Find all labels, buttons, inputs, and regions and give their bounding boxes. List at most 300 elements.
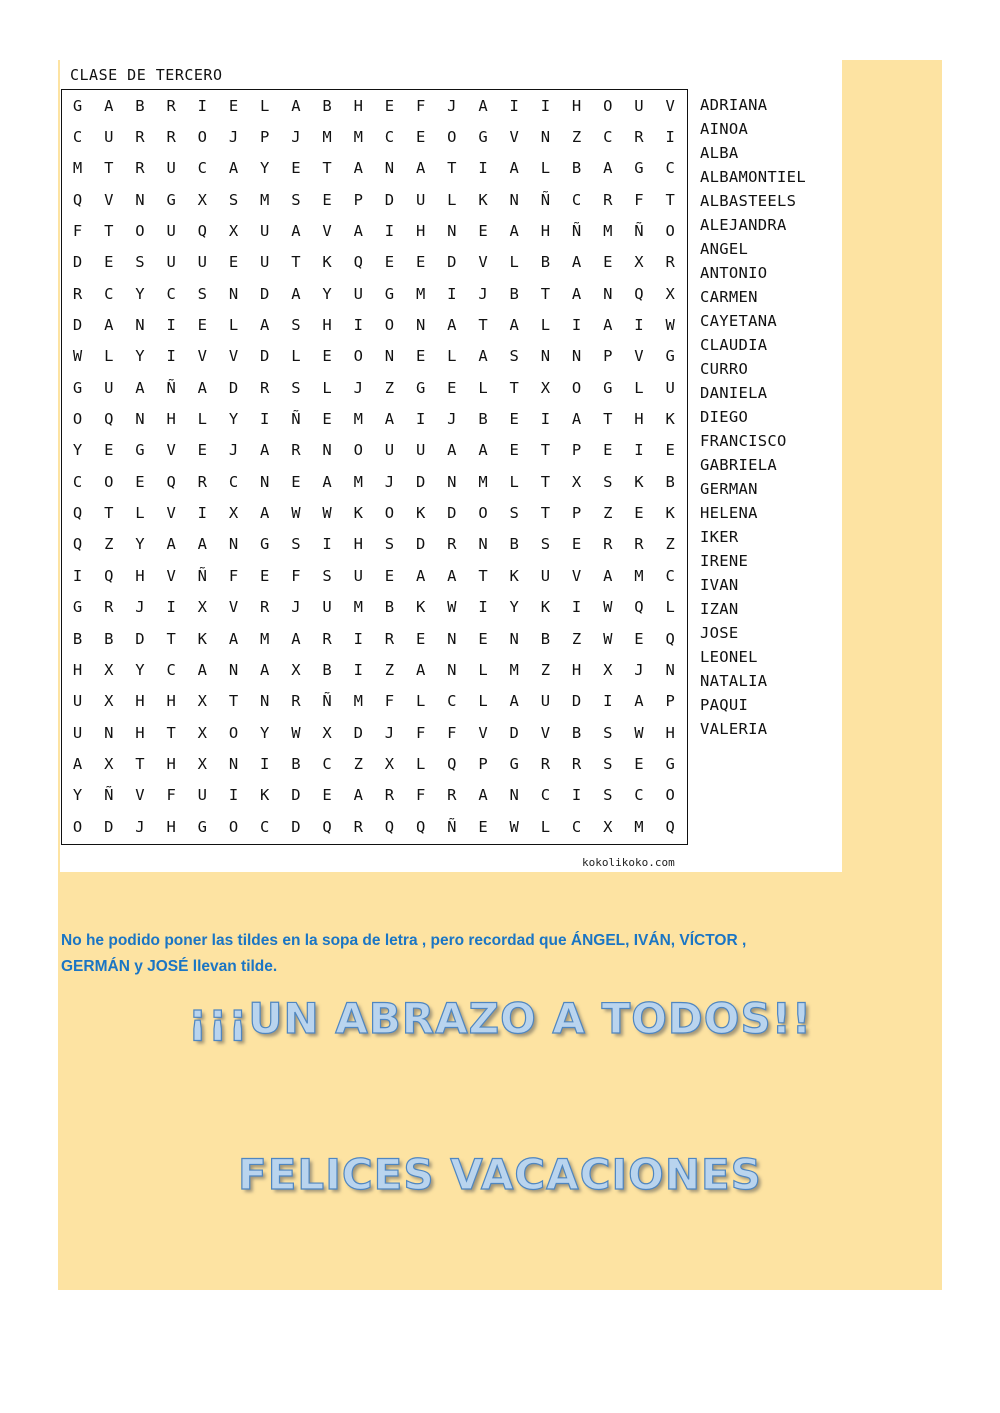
grid-cell: G [415,378,426,397]
grid-cell: G [72,598,83,617]
grid-cell: R [634,128,644,147]
word-list-item: LEONEL [700,648,758,666]
grid-cell: I [478,159,488,178]
grid-cell: V [135,786,145,805]
grid-cell: B [72,629,83,648]
grid-cell: V [228,347,239,366]
grid-cell: U [72,692,83,711]
grid-cell: W [665,316,675,335]
grid-cell: A [104,316,114,335]
grid-cell: C [665,566,675,585]
grid-cell: A [353,786,363,805]
grid-cell: H [166,410,176,429]
grid-cell: Q [197,222,208,241]
grid-cell: K [197,629,208,648]
grid-cell: T [104,504,114,523]
grid-cell: T [166,629,176,648]
grid-cell: Ñ [291,410,301,429]
grid-cell: X [197,723,208,742]
grid-cell: Y [228,410,239,429]
grid-cell: D [260,284,270,303]
grid-cell: T [540,441,551,460]
grid-cell: I [166,316,176,335]
grid-cell: B [291,754,301,773]
grid-cell: A [415,660,426,679]
grid-cell: S [509,347,519,366]
grid-cell: R [634,535,644,554]
grid-cell: U [540,566,551,585]
grid-cell: N [135,316,145,335]
grid-cell: P [603,347,613,366]
grid-cell: Q [72,190,83,209]
grid-cell: X [665,284,675,303]
grid-cell: Y [135,660,145,679]
grid-cell: U [104,378,114,397]
grid-cell: Ñ [571,222,582,241]
grid-cell: V [540,723,551,742]
grid-cell: D [447,504,457,523]
grid-cell: X [634,253,644,272]
grid-cell: B [104,629,114,648]
grid-cell: J [478,284,488,303]
grid-cell: Y [72,441,83,460]
grid-cell: N [415,316,426,335]
grid-cell: A [478,441,488,460]
word-list-item: CURRO [700,360,749,378]
grid-cell: A [197,378,208,397]
grid-cell: S [135,253,145,272]
grid-cell: Ñ [166,378,176,397]
grid-cell: D [571,692,582,711]
grid-cell: I [415,410,426,429]
grid-cell: E [104,441,114,460]
grid-cell: F [415,786,426,805]
grid-cell: J [291,128,301,147]
word-list-item: IZAN [700,600,739,618]
grid-cell: L [509,253,519,272]
grid-cell: C [540,786,551,805]
grid-cell: I [634,316,644,335]
grid-cell: E [322,347,332,366]
grid-cell: J [384,723,395,742]
grid-cell: J [447,410,457,429]
grid-cell: C [260,817,270,836]
grid-cell: T [291,253,301,272]
grid-cell: A [509,692,519,711]
grid-cell: B [322,96,332,115]
grid-cell: Q [166,472,176,491]
grid-cell: E [104,253,114,272]
grid-cell: O [72,817,83,836]
grid-cell: A [353,159,363,178]
grid-cell: M [353,598,363,617]
grid-cell: U [540,692,551,711]
grid-cell: H [540,222,551,241]
grid-cell: X [104,660,114,679]
grid-cell: T [322,159,332,178]
grid-cell: S [603,754,613,773]
grid-cell: C [228,472,239,491]
grid-cell: M [603,222,613,241]
grid-cell: A [291,96,301,115]
grid-cell: E [322,786,332,805]
grid-cell: A [72,754,83,773]
grid-cell: A [478,347,488,366]
grid-cell: P [571,504,582,523]
grid-cell: B [135,96,145,115]
grid-cell: X [228,504,239,523]
grid-cell: O [72,410,83,429]
grid-cell: R [603,190,613,209]
grid-cell: N [540,128,551,147]
grid-cell: L [447,190,457,209]
grid-cell: X [603,660,613,679]
grid-cell: R [603,535,613,554]
grid-cell: A [104,96,114,115]
grid-cell: Y [72,786,83,805]
grid-cell: D [291,817,301,836]
grid-cell: D [509,723,519,742]
grid-cell: E [260,566,270,585]
grid-cell: G [384,284,395,303]
grid-cell: H [135,566,145,585]
grid-cell: R [291,441,301,460]
grid-cell: U [665,378,675,397]
word-list-item: IKER [700,528,739,546]
grid-cell: E [197,316,208,335]
word-list-item: DIEGO [700,408,749,426]
grid-cell: F [166,786,176,805]
grid-cell: L [509,472,519,491]
grid-cell: K [353,504,363,523]
grid-cell: O [197,128,208,147]
grid-cell: Ñ [104,786,114,805]
word-list [700,94,806,742]
grid-cell: B [478,410,488,429]
grid-cell: B [384,598,395,617]
grid-cell: H [166,692,176,711]
grid-cell: P [260,128,270,147]
grid-cell: H [353,535,363,554]
grid-cell: Q [72,504,83,523]
grid-cell: W [603,598,613,617]
grid-cell: F [228,566,239,585]
word-list-item: IRENE [700,552,749,570]
grid-cell: H [72,660,83,679]
grid-cell: C [322,754,332,773]
grid-cell: V [228,598,239,617]
grid-cell: J [135,817,145,836]
grid-cell: G [166,190,176,209]
grid-cell: Z [353,754,363,773]
grid-cell: T [104,159,114,178]
grid-cell: M [634,566,644,585]
grid-cell: S [603,786,613,805]
grid-cell: E [197,441,208,460]
grid-cell: G [634,159,644,178]
grid-cell: I [540,96,551,115]
grid-cell: L [197,410,208,429]
grid-cell: E [228,96,239,115]
grid-cell: U [166,222,176,241]
grid-cell: U [634,96,644,115]
grid-cell: K [665,410,675,429]
grid-cell: A [571,410,582,429]
grid-cell: E [509,441,519,460]
grid-cell: O [353,441,363,460]
grid-cell: A [634,692,644,711]
grid-cell: Ñ [634,222,644,241]
grid-cell: X [228,222,239,241]
grid-cell: M [478,472,488,491]
grid-cell: T [478,316,488,335]
grid-cell: X [104,692,114,711]
grid-cell: P [478,754,488,773]
grid-cell: N [447,660,457,679]
word-list-item: ALEJANDRA [700,216,787,234]
grid-cell: K [509,566,519,585]
grid-cell: H [166,817,176,836]
word-list-item: GERMAN [700,480,758,498]
grid-cell: N [228,660,239,679]
grid-cell: Ñ [197,566,208,585]
grid-cell: F [634,190,644,209]
grid-cell: X [322,723,332,742]
grid-cell: T [540,472,551,491]
grid-cell: T [478,566,488,585]
grid-cell: I [384,222,395,241]
grid-cell: P [665,692,675,711]
grid-cell: E [228,253,239,272]
word-list-item: GABRIELA [700,456,778,474]
grid-cell: V [104,190,114,209]
grid-cell: C [384,128,395,147]
grid-cell: F [384,692,395,711]
grid-cell: U [384,441,395,460]
grid-cell: U [260,253,270,272]
grid-cell: X [384,754,395,773]
grid-cell: E [135,472,145,491]
grid-cell: N [384,159,395,178]
grid-cell: Z [571,128,582,147]
grid-cell: T [447,159,457,178]
grid-cell: Z [104,535,114,554]
grid-cell: N [571,347,582,366]
grid-cell: U [353,284,363,303]
grid-cell: X [104,754,114,773]
grid-cell: L [540,817,551,836]
grid-cell: N [540,347,551,366]
grid-cell: A [291,284,301,303]
grid-cell: B [571,723,582,742]
grid-cell: W [72,347,83,366]
grid-cell: V [166,504,176,523]
grid-cell: L [540,316,551,335]
grid-cell: S [291,378,301,397]
puzzle-credit: kokolikoko.com [582,856,675,869]
accent-note [61,928,921,980]
grid-cell: J [228,128,239,147]
grid-cell: M [353,128,363,147]
grid-cell: Q [665,629,675,648]
word-list-item: ALBAMONTIEL [700,168,806,186]
grid-cell: A [509,159,519,178]
grid-cell: T [540,504,551,523]
grid-cell: C [571,817,582,836]
grid-cell: C [166,660,176,679]
grid-cell: L [228,316,239,335]
grid-cell: I [509,96,519,115]
grid-cell: Z [571,629,582,648]
grid-cell: Y [260,159,270,178]
grid-cell: A [509,316,519,335]
grid-cell: D [415,535,426,554]
grid-cell: I [603,692,613,711]
grid-cell: R [260,378,270,397]
grid-cell: E [634,629,644,648]
grid-cell: K [322,253,332,272]
grid-cell: X [197,754,208,773]
grid-cell: X [603,817,613,836]
grid-cell: E [509,410,519,429]
grid-cell: P [571,441,582,460]
grid-cell: E [322,190,332,209]
grid-cell: N [447,472,457,491]
grid-cell: Q [322,817,332,836]
grid-cell: D [104,817,114,836]
grid-cell: U [415,441,426,460]
grid-cell: A [135,378,145,397]
grid-cell: N [228,284,239,303]
grid-cell: U [104,128,114,147]
grid-cell: S [291,190,301,209]
grid-cell: N [478,535,488,554]
grid-cell: T [135,754,145,773]
grid-cell: L [104,347,114,366]
grid-cell: R [384,786,395,805]
grid-cell: R [135,159,145,178]
grid-cell: Y [135,347,145,366]
grid-cell: V [509,128,519,147]
grid-cell: G [603,378,613,397]
grid-cell: A [571,284,582,303]
grid-cell: V [322,222,332,241]
grid-cell: C [197,159,208,178]
word-list-item: PAQUI [700,696,749,714]
grid-cell: H [571,96,582,115]
grid-cell: I [197,504,208,523]
grid-cell: Q [104,410,114,429]
word-list-item: ADRIANA [700,96,768,114]
grid-cell: A [322,472,332,491]
grid-cell: S [540,535,551,554]
grid-cell: S [228,190,239,209]
grid-cell: V [166,441,176,460]
grid-cell: L [322,378,332,397]
grid-cell: A [197,535,208,554]
grid-cell: E [603,441,613,460]
grid-cell: A [509,222,519,241]
grid-cell: N [509,786,519,805]
grid-cell: V [166,566,176,585]
grid-cell: Ñ [540,190,551,209]
grid-cell: X [291,660,301,679]
grid-cell: B [509,284,519,303]
grid-cell: I [571,316,582,335]
grid-cell: M [353,472,363,491]
grid-cell: O [665,786,675,805]
grid-cell: E [603,253,613,272]
grid-cell: J [228,441,239,460]
grid-cell: E [415,128,426,147]
accent-note-line-1: No he podido poner las tildes en la sopa de letra , pero recordad que ÁNGEL, IVÁN, VÍCTOR , [61,932,747,949]
grid-cell: N [104,723,114,742]
word-list-item: ALBA [700,144,739,162]
grid-cell: Z [603,504,613,523]
grid-cell: A [478,786,488,805]
grid-cell: R [322,629,332,648]
grid-cell: E [415,253,426,272]
grid-cell: U [322,598,332,617]
grid-cell: I [260,410,270,429]
grid-cell: B [665,472,675,491]
grid-cell: B [322,660,332,679]
grid-cell: V [665,96,675,115]
grid-cell: I [322,535,332,554]
grid-cell: X [197,190,208,209]
grid-cell: S [197,284,208,303]
grid-cell: M [415,284,426,303]
grid-cell: T [540,284,551,303]
grid-cell: A [260,441,270,460]
grid-cell: U [260,222,270,241]
grid-cell: L [447,347,457,366]
grid-cell: U [166,253,176,272]
grid-cell: R [447,535,457,554]
grid-cell: C [104,284,114,303]
grid-cell: A [603,159,613,178]
grid-cell: O [228,817,239,836]
grid-cell: O [384,316,395,335]
grid-cell: B [540,253,551,272]
grid-cell: T [104,222,114,241]
grid-cell: M [72,159,83,178]
grid-cell: A [571,253,582,272]
grid-cell: S [509,504,519,523]
grid-cell: L [415,754,426,773]
grid-cell: A [291,222,301,241]
grid-cell: A [166,535,176,554]
grid-cell: Q [384,817,395,836]
grid-cell: L [665,598,675,617]
grid-cell: W [291,504,301,523]
grid-cell: Q [634,284,644,303]
grid-cell: F [72,222,83,241]
grid-cell: Q [72,535,83,554]
grid-cell: J [291,598,301,617]
grid-cell: G [72,96,83,115]
grid-cell: O [384,504,395,523]
grid-cell: E [478,222,488,241]
grid-cell: D [384,190,395,209]
grid-cell: A [353,222,363,241]
grid-cell: W [634,723,644,742]
grid-cell: E [478,817,488,836]
grid-cell: A [415,159,426,178]
grid-cell: U [415,190,426,209]
grid-cell: A [447,566,457,585]
grid-cell: N [228,535,239,554]
